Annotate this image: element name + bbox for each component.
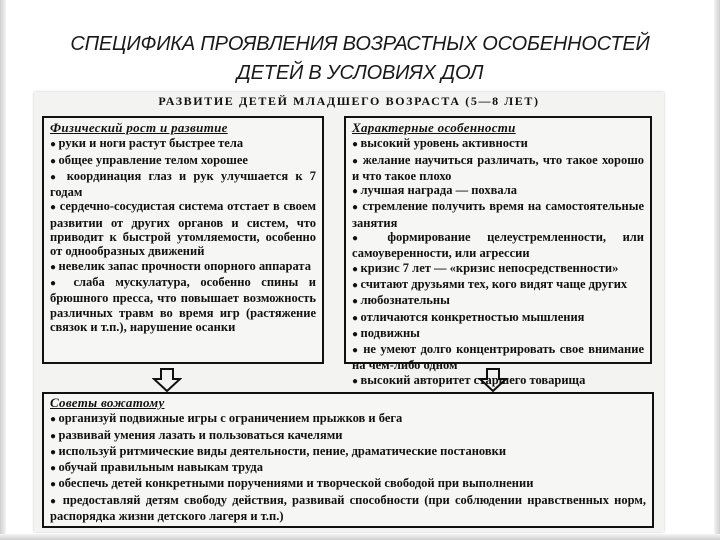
counselor-tips-box [42,392,654,528]
list-item: ● подвижны [352,326,644,342]
list-item: ● любознательны [352,293,644,309]
list-item: ● сердечно-сосудистая система отстает в своем развитии от других органов и систем, что приводит к быстрой утомляемости, особенно от однообразных движений [50,199,316,258]
slide-right-border [714,0,720,540]
slide-left-border [0,0,6,540]
down-arrow-icon [152,368,182,392]
list-item: ● слаба мускулатура, особенно спины и брюшного пресса, что повышает возможность различных травм во время игр (растяжение связок и т.п.), нарушение осанки [50,275,316,334]
list-item: ● лучшая награда — похвала [352,183,644,199]
down-arrow-icon [478,368,508,392]
list-item: ● считают друзьями тех, кого видят чаще других [352,277,644,293]
list-item: ● обучай правильным навыкам труда [50,460,646,476]
list-item: ● организуй подвижные игры с ограничением прыжков и бега [50,411,646,427]
list-item: ● стремление получить время на самостоятельные занятия [352,199,644,230]
list-item: ● обеспечь детей конкретными поручениями и творческой свободой при выполнении [50,476,646,492]
list-item: ● координация глаз и рук улучшается к 7 годам [50,169,316,200]
list-item: ● желание научиться различать, что такое хорошо и что такое плохо [352,153,644,184]
list-item: ● предоставляй детям свободу действия, развивай способности (при соблюдении нравственных норм, распорядка жизни детского лагеря и т.п.) [50,493,646,524]
list-item: ● не умеют долго концентрировать свое внимание на чем-либо одном [352,342,644,373]
slide-bottom-border [0,534,720,540]
physical-growth-box [42,116,324,364]
slide-title [30,30,690,88]
list-item: ● высокий авторитет старшего товарища [352,373,644,389]
physical-growth-title: Физический рост и развитие [50,120,228,135]
counselor-tips-title: Советы вожатому [50,395,165,410]
document-header: РАЗВИТИЕ ДЕТЕЙ МЛАДШЕГО ВОЗРАСТА (5—8 ЛЕТ) [158,94,540,108]
characteristics-title: Характерные особенности [352,120,516,135]
list-item: ● используй ритмические виды деятельности, пение, драматические постановки [50,444,646,460]
list-item: ● кризис 7 лет — «кризис непосредственности» [352,261,644,277]
slide-title-line-2: ДЕТЕЙ В УСЛОВИЯХ ДОЛ [236,62,484,84]
list-item: ● высокий уровень активности [352,136,644,152]
list-item: ● отличаются конкретностью мышления [352,310,644,326]
list-item: ● развивай умения лазать и пользоваться качелями [50,428,646,444]
list-item: ● руки и ноги растут быстрее тела [50,136,316,152]
list-item: ● общее управление телом хорошее [50,153,316,169]
list-item: ● невелик запас прочности опорного аппарата [50,259,316,275]
scanned-document [34,92,664,532]
list-item: ● формирование целеустремленности, или самоуверенности, или агрессии [352,230,644,261]
characteristics-box [344,116,652,387]
slide-title-line-1: СПЕЦИФИКА ПРОЯВЛЕНИЯ ВОЗРАСТНЫХ ОСОБЕННОСТЕЙ [70,33,650,55]
